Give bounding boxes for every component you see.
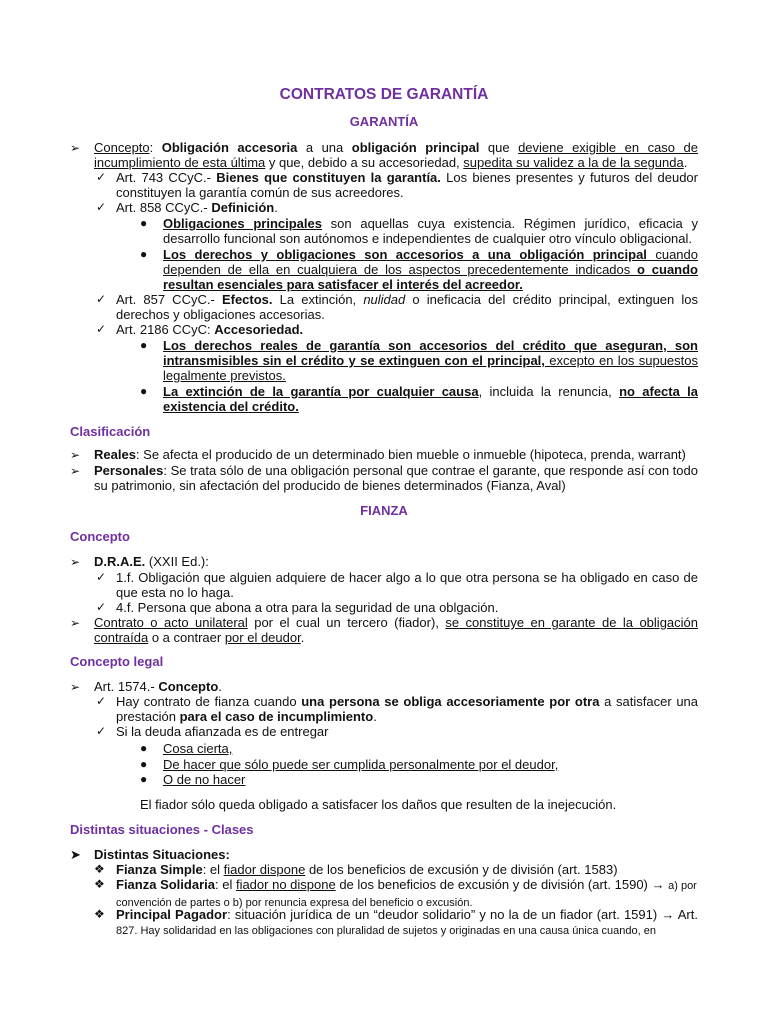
document-title: CONTRATOS DE GARANTÍA: [279, 86, 489, 103]
diamond-bullet-icon: ❖: [94, 862, 105, 876]
distintas-situaciones-label: Distintas Situaciones:: [94, 847, 230, 862]
arrow-bullet-icon: ➢: [70, 616, 81, 630]
list-item: De hacer que sólo puede ser cumplida personalmente por el deudor,: [163, 757, 559, 772]
art-858-paragraph: Art. 858 CCyC.- Definición.: [116, 200, 278, 215]
derechos-reales-paragraph: Los derechos reales de garantía son accesorios del crédito que aseguran, son intransmisibles sin el crédito y se extinguen con el principal, excepto en los supuestos legalmente previstos.: [163, 338, 698, 383]
arrow-bullet-icon: ➢: [70, 555, 81, 569]
arrow-bullet-icon: ➢: [70, 448, 81, 462]
bullet-icon: ●: [140, 772, 148, 786]
check-icon: ✓: [96, 292, 107, 306]
reales-paragraph: Reales: Se afecta el producido de un determinado bien mueble o inmueble (hipoteca, prenda, warrant): [94, 447, 686, 462]
list-item: O de no hacer: [163, 772, 246, 787]
principal-pagador-paragraph: Principal Pagador: situación jurídica de un “deudor solidario” y no la de un fiador (art. 1591) → Art. 827. Hay solidaridad en las obligaciones con pluralidad de sujetos y originadas en una causa única cuando, en: [116, 907, 698, 937]
fianza-solidaria-paragraph: Fianza Solidaria: el fiador no dispone de los beneficios de excusión y de división (art. 1590) → a) por convención de partes o b) por renuncia expresa del beneficio o excusión.: [116, 877, 697, 909]
check-icon: ✓: [96, 322, 107, 336]
drae-paragraph: D.R.A.E. (XXII Ed.):: [94, 554, 209, 569]
check-icon: ✓: [96, 170, 107, 184]
section-title-garantia: GARANTÍA: [349, 114, 419, 129]
bullet-icon: ●: [140, 384, 148, 398]
drae-def-1: 1.f. Obligación que alguien adquiere de hacer algo a lo que otra persona se ha obligado en caso de que esta no lo haga.: [116, 570, 698, 600]
diamond-bullet-icon: ❖: [94, 907, 105, 921]
bullet-icon: ●: [140, 757, 148, 771]
contrato-unilateral-paragraph: Contrato o acto unilateral por el cual un tercero (fiador), se constituye en garante de la obligación contraída o a contraer por el deudor.: [94, 615, 698, 645]
hay-contrato-paragraph: Hay contrato de fianza cuando una persona se obliga accesoriamente por otra a satisfacer una prestación para el caso de incumplimiento.: [116, 694, 699, 724]
obligaciones-principales-paragraph: Obligaciones principales son aquellas cuya existencia. Régimen jurídico, eficacia y desarrollo funcional son autónomos e independientes de cualquier otro vínculo obligacional.: [163, 216, 698, 246]
fianza-concepto-heading: Concepto: [70, 529, 130, 544]
bullet-icon: ●: [140, 247, 148, 261]
art-1574-paragraph: Art. 1574.- Concepto.: [94, 679, 222, 694]
concepto-paragraph: Concepto: Obligación accesoria a una obligación principal que deviene exigible en caso de incumplimiento de esta última y que, debido a su accesoriedad, supedita su validez a la de la segunda.: [94, 140, 698, 170]
extincion-garantia-paragraph: La extinción de la garantía por cualquier causa, incluida la renuncia, no afecta la existencia del crédito.: [163, 384, 698, 414]
personales-paragraph: Personales: Se trata sólo de una obligación personal que contrae el garante, que responde así con todo su patrimonio, sin afectación del producido de bienes determinados (Fianza, Aval): [94, 463, 698, 493]
arrow-bullet-icon: ➤: [70, 847, 81, 862]
clasificacion-heading: Clasificación: [70, 424, 151, 439]
bullet-icon: ●: [140, 216, 148, 230]
drae-def-2: 4.f. Persona que abona a otra para la seguridad de una oblgación.: [116, 600, 499, 615]
check-icon: ✓: [96, 570, 107, 584]
check-icon: ✓: [96, 200, 107, 214]
fianza-heading: FIANZA: [360, 503, 408, 518]
derechos-accesorios-paragraph: Los derechos y obligaciones son accesorios a una obligación principal cuando dependen de ella en cualquiera de los aspectos precedentemente indicados o cuando resultan esenciales para satisfacer el interés del acreedor.: [163, 247, 698, 292]
fiador-obligado-paragraph: El fiador sólo queda obligado a satisfacer los daños que resulten de la inejecución.: [140, 797, 617, 812]
check-icon: ✓: [96, 724, 107, 738]
art-2186-paragraph: Art. 2186 CCyC: Accesoriedad.: [116, 322, 304, 337]
diamond-bullet-icon: ❖: [94, 877, 105, 891]
concepto-legal-heading: Concepto legal: [70, 654, 164, 669]
art-743-paragraph: Art. 743 CCyC.- Bienes que constituyen la garantía. Los bienes presentes y futuros del deudor constituyen la garantía común de sus acreedores.: [116, 170, 698, 200]
arrow-bullet-icon: ➢: [70, 680, 81, 694]
bullet-icon: ●: [140, 338, 148, 352]
deuda-afianzada-paragraph: Si la deuda afianzada es de entregar: [116, 724, 329, 739]
arrow-bullet-icon: ➢: [70, 141, 81, 155]
art-857-paragraph: Art. 857 CCyC.- Efectos. La extinción, nulidad o ineficacia del crédito principal, extinguen los derechos y obligaciones accesorias.: [116, 292, 699, 322]
check-icon: ✓: [96, 694, 107, 708]
check-icon: ✓: [96, 600, 107, 614]
arrow-bullet-icon: ➢: [70, 464, 81, 478]
list-item: Cosa cierta,: [163, 741, 233, 756]
situaciones-heading: Distintas situaciones - Clases: [70, 822, 254, 837]
fianza-simple-paragraph: Fianza Simple: el fiador dispone de los beneficios de excusión y de división (art. 1583): [116, 862, 618, 877]
bullet-icon: ●: [140, 741, 148, 755]
